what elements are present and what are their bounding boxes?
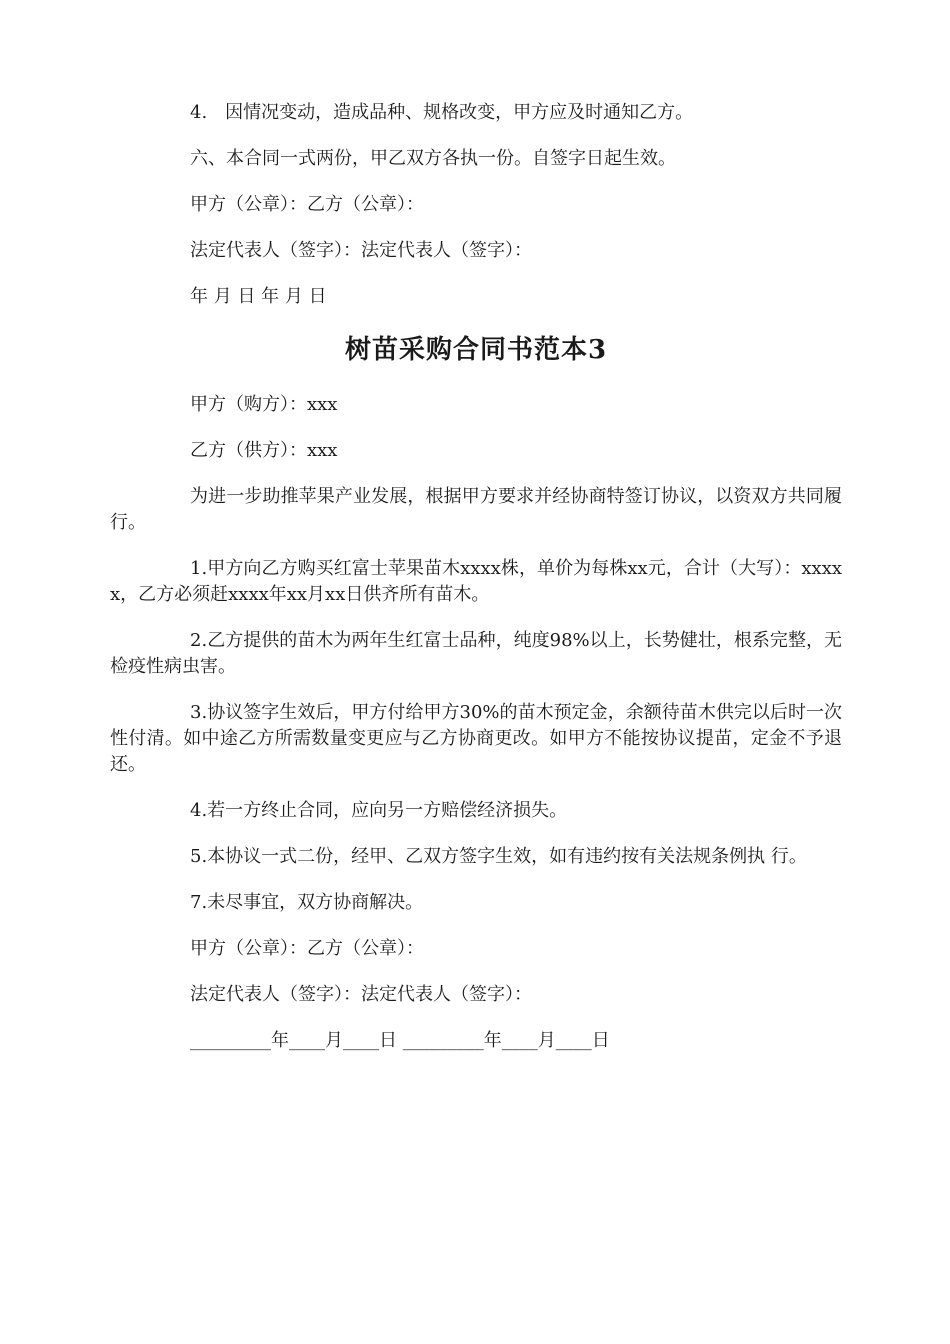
signature-line-top: 法定代表人（签字）：法定代表人（签字）： xyxy=(190,240,532,261)
clause-7: 7.未尽事宜，双方协商解决。 xyxy=(190,892,424,913)
clause-4: 4.若一方终止合同，应向另一方赔偿经济损失。 xyxy=(190,800,568,821)
party-b: 乙方（供方）：xxx xyxy=(190,440,338,461)
preamble: 为进一步助推苹果产业发展，根据甲方要求并经协商特签订协议，以资双方共同履行。 xyxy=(110,486,842,533)
clause-6-top: 六、本合同一式两份，甲乙双方各执一份。自签字日起生效。 xyxy=(190,148,676,169)
seal-line-top: 甲方（公章）：乙方（公章）： xyxy=(190,194,424,215)
date-line-top: 年 月 日 年 月 日 xyxy=(190,286,327,307)
seal-line: 甲方（公章）：乙方（公章）： xyxy=(190,938,424,959)
clause-5: 5.本协议一式二份，经甲、乙双方签字生效，如有违约按有关法规条例执 行。 xyxy=(190,846,807,867)
document-title: 树苗采购合同书范本3 xyxy=(344,335,608,365)
clause-4-top: 4. 因情况变动，造成品种、规格改变，甲方应及时通知乙方。 xyxy=(190,102,694,123)
document-page xyxy=(110,100,842,1054)
clause-1: 1.甲方向乙方购买红富士苹果苗木xxxx株，单价为每株xx元，合计（大写）：xxxxx，乙方必须赶xxxx年xx月xx日供齐所有苗木。 xyxy=(110,558,842,605)
clause-2: 2.乙方提供的苗木为两年生红富士品种，纯度98%以上，长势健壮，根系完整，无检疫性病虫害。 xyxy=(110,630,842,677)
date-line: _________年____月____日 _________年____月____日 xyxy=(190,1030,610,1051)
signature-line: 法定代表人（签字）：法定代表人（签字）： xyxy=(190,984,532,1005)
clause-3: 3.协议签字生效后，甲方付给甲方30%的苗木预定金，余额待苗木供完以后时一次性付清。如中途乙方所需数量变更应与乙方协商更改。如甲方不能按协议提苗，定金不予退还。 xyxy=(110,702,842,775)
party-a: 甲方（购方）：xxx xyxy=(190,394,338,415)
